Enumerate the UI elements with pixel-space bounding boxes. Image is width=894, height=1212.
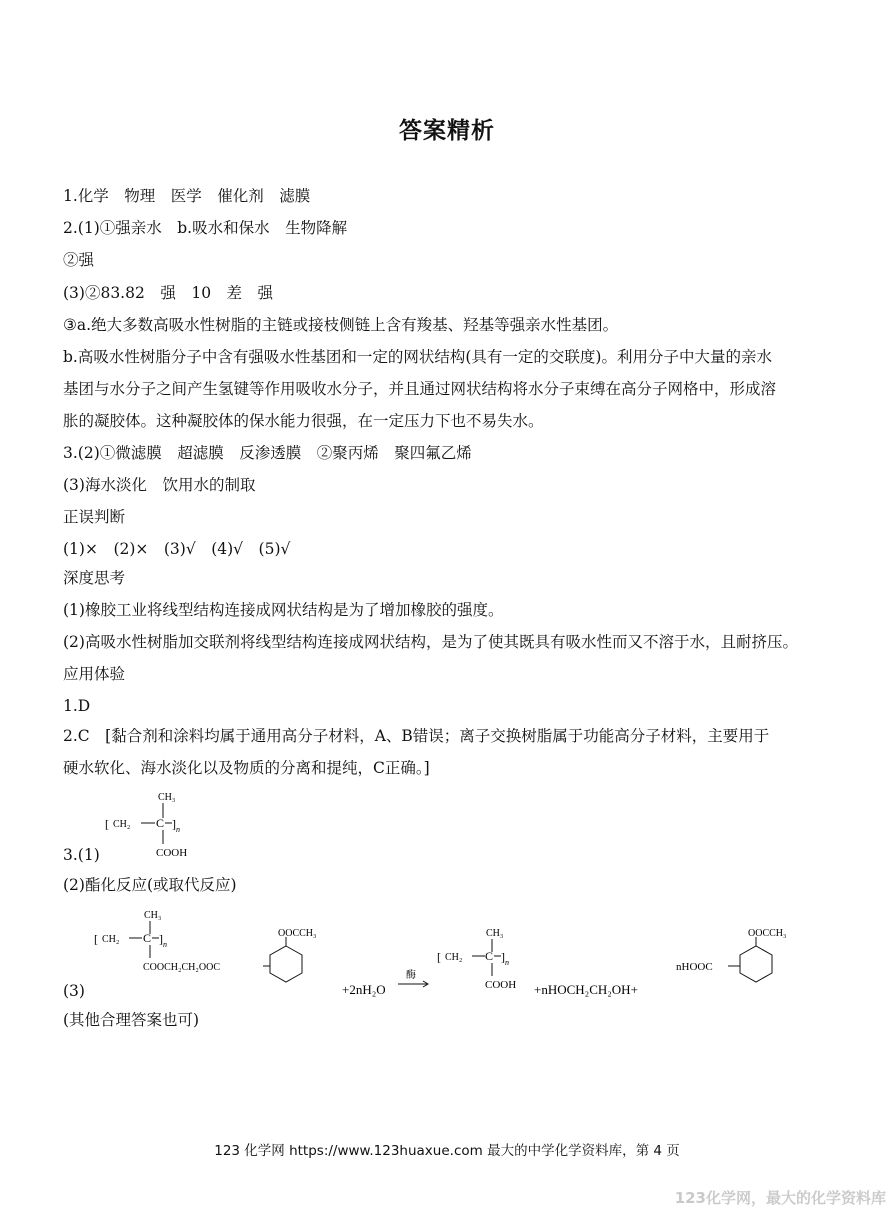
section-heading: 深度思考: [63, 569, 126, 587]
repeat-n: n: [176, 825, 180, 834]
repeat-n: n: [163, 940, 167, 949]
answer-line: 3.(2)①微滤膜 超滤膜 反渗透膜 ②聚丙烯 聚四氟乙烯: [63, 444, 472, 462]
benzene-ring: [740, 946, 772, 982]
answer-line: (1)× (2)× (3)√ (4)√ (5)√: [63, 540, 291, 558]
ester-label: COOCH₂CH₂OOC: [143, 962, 220, 973]
question-label: (3): [63, 982, 85, 1000]
section-heading: 应用体验: [63, 665, 126, 683]
answer-line: 硬水软化、海水淡化以及物质的分离和提纯，C正确。]: [63, 759, 430, 777]
chain-label: CH₂: [445, 952, 463, 963]
carbon-label: C: [143, 931, 152, 945]
bracket-left: [: [105, 817, 109, 831]
bracket-right: ]: [159, 932, 163, 946]
answer-line: b.高吸水性树脂分子中含有强吸水性基团和一定的网状结构(具有一定的交联度)。利用分子中大量的亲水: [63, 348, 772, 366]
answer-line: ③a.绝大多数高吸水性树脂的主链或接枝侧链上含有羧基、羟基等强亲水性基团。: [63, 316, 619, 334]
reaction-equation: [88, 904, 808, 1004]
carboxyl-label: COOH: [156, 847, 188, 859]
question-label: 3.(1): [63, 846, 100, 864]
answer-line: (2)高吸水性树脂加交联剂将线型结构连接成网状结构，是为了使其既具有吸水性而又不溶于水，且耐挤压。: [63, 633, 798, 651]
chain-label: CH₂: [113, 819, 131, 830]
methyl-label: CH₃: [486, 928, 504, 939]
answer-line: (1)橡胶工业将线型结构连接成网状结构是为了增加橡胶的强度。: [63, 601, 504, 619]
answer-line: 基团与水分子之间产生氢键等作用吸收水分子，并且通过网状结构将水分子束缚在高分子网格中，形成溶: [63, 380, 777, 398]
methyl-label: CH₃: [158, 792, 176, 803]
answer-line: (3)海水淡化 饮用水的制取: [63, 476, 256, 494]
carbon-label: C: [156, 816, 165, 830]
glycol-label: +nHOCH₂CH₂OH+: [534, 982, 638, 997]
acid-label: nHOOC: [676, 961, 713, 973]
catalyst-label: 酶: [406, 970, 416, 981]
answer-line: (2)酯化反应(或取代反应): [63, 876, 237, 894]
answer-line: 2.C [黏合剂和涂料均属于通用高分子材料，A、B错误；离子交换树脂属于功能高分子材料，主要用于: [63, 727, 770, 745]
page-title: 答案精析: [399, 118, 495, 144]
methyl-label: CH₃: [144, 910, 162, 921]
answer-line: 1.化学 物理 医学 催化剂 滤膜: [63, 187, 311, 205]
answer-line: (3)②83.82 强 10 差 强: [63, 284, 274, 302]
repeat-n: n: [505, 958, 509, 967]
benzene-ring: [270, 946, 302, 982]
bracket-right: ]: [172, 817, 176, 831]
polymer-structure-1: [100, 788, 220, 864]
chain-label: CH₂: [102, 934, 120, 945]
answer-line: ②强: [63, 251, 95, 269]
water-label: +2nH₂O: [342, 982, 386, 997]
carboxyl-label: COOH: [485, 979, 517, 991]
section-heading: 正误判断: [63, 508, 126, 526]
answer-line: 1.D: [63, 697, 91, 715]
answer-line: 胀的凝胶体。这种凝胶体的保水能力很强，在一定压力下也不易失水。: [63, 412, 544, 430]
answer-line: 2.(1)①强亲水 b.吸水和保水 生物降解: [63, 219, 348, 237]
carbon-label: C: [485, 949, 494, 963]
bracket-right: ]: [501, 950, 505, 964]
acetoxy-label: OOCCH₃: [748, 928, 787, 939]
bracket-left: [: [437, 950, 441, 964]
watermark: 123化学网，最大的化学资料库: [674, 1189, 886, 1207]
bracket-left: [: [94, 932, 98, 946]
answer-note: (其他合理答案也可): [63, 1011, 200, 1029]
page-footer: 123 化学网 https://www.123huaxue.com 最大的中学化学资料库，第 4 页: [214, 1143, 680, 1159]
acetoxy-label: OOCCH₃: [278, 928, 317, 939]
